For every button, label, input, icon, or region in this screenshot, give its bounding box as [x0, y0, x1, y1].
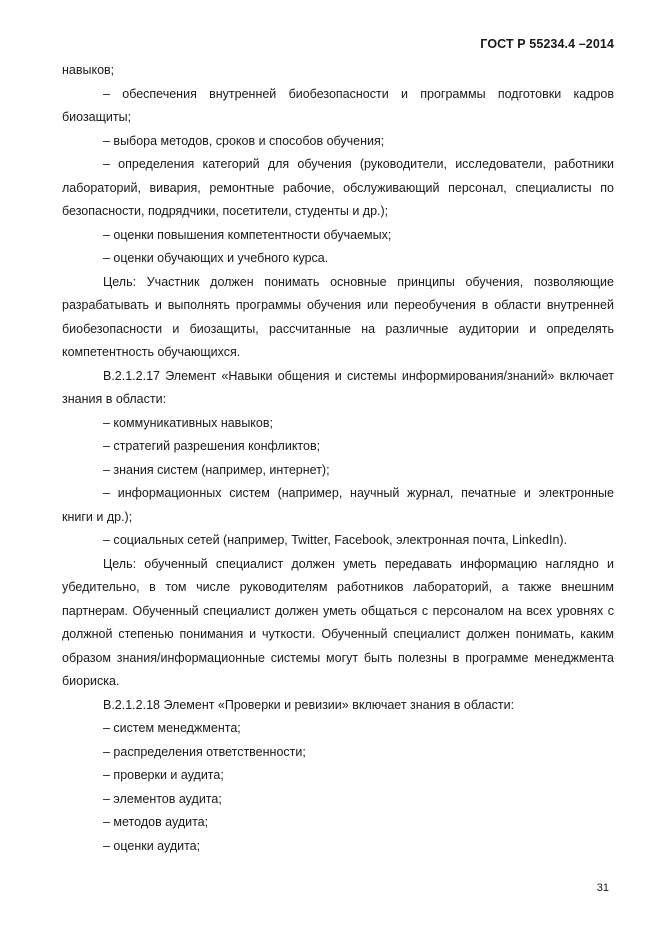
list-item: – методов аудита; — [103, 815, 209, 829]
list-item: – знания систем (например, интернет); — [103, 462, 330, 477]
list-item: – оценки повышения компетентности обучаемых; — [103, 227, 392, 242]
section-paragraph: В.2.1.2.17 Элемент «Навыки общения и системы информирования/знаний» включает знания в области: — [62, 368, 614, 406]
paragraph: Цель: Участник должен понимать основные принципы обучения, позволяющие разрабатывать и выполнять программы обучения или переобучения в области внутренней биобезопасности и биозащиты, рассчитанные на различные аудитории и определять компетентность обучающихся. — [62, 274, 614, 359]
paragraph: Цель: обученный специалист должен уметь передавать информацию наглядно и убедительно, в том числе руководителям работников лабораторий, а также внешним партнерам. Обученный специалист должен уметь общаться с персоналом на всех уровнях с должной степенью понимания и чуткости. Обученный специалист должен понимать, каким образом знания/информационные системы могут быть полезны в программе менеджмента биориска. — [62, 556, 614, 688]
document-body — [62, 59, 614, 858]
list-item: – определения категорий для обучения (руководители, исследователи, работники лабораторий, вивария, ремонтные рабочие, обслуживающий персонал, специалисты по безопасности, подрядчики, посетители, студенты и др.); — [62, 157, 614, 218]
list-item: – оценки аудита; — [103, 838, 201, 853]
list-item: – коммуникативных навыков; — [103, 415, 273, 430]
list-item: – обеспечения внутренней биобезопасности и программы подготовки кадров биозащиты; — [62, 86, 614, 124]
list-item: – выбора методов, сроков и способов обучения; — [103, 133, 385, 148]
list-item: – информационных систем (например, научный журнал, печатные и электронные книги и др.); — [62, 486, 614, 524]
list-item: – стратегий разрешения конфликтов; — [103, 439, 321, 453]
list-item: – социальных сетей (например, Twitter, Facebook, электронная почта, LinkedIn). — [103, 533, 568, 547]
standard-header: ГОСТ Р 55234.4 –2014 — [480, 37, 614, 51]
list-item: – элементов аудита; — [103, 791, 222, 806]
list-item: – распределения ответственности; — [103, 744, 306, 759]
page-number: 31 — [596, 882, 609, 894]
list-item: – оценки обучающих и учебного курса. — [103, 251, 329, 265]
paragraph: навыков; — [62, 63, 115, 77]
list-item: – систем менеджмента; — [103, 721, 241, 735]
list-item: – проверки и аудита; — [103, 768, 224, 782]
section-paragraph: В.2.1.2.18 Элемент «Проверки и ревизии» включает знания в области: — [103, 697, 515, 712]
